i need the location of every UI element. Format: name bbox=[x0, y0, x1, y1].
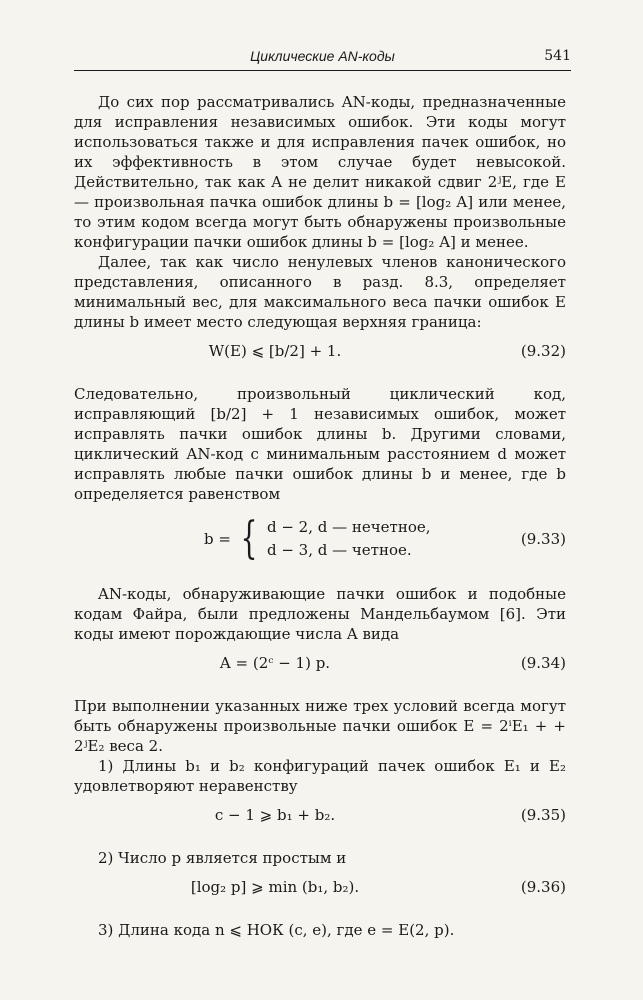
equation-9-36-number: (9.36) bbox=[520, 878, 566, 896]
equation-9-35 bbox=[74, 796, 566, 834]
equation-9-35-formula: c − 1 ⩾ b₁ + b₂. bbox=[214, 806, 336, 824]
running-title: Циклические AN-коды bbox=[250, 48, 395, 64]
equation-9-36-formula: [log₂ p] ⩾ min (b₁, b₂). bbox=[190, 878, 360, 896]
equation-9-35-number: (9.35) bbox=[520, 806, 566, 824]
paragraph-3: Следовательно, произвольный циклический код, исправляющий [b/2] + 1 независимых ошибок, может исправлять пачки ошибок длины b. Другими словами, циклический AN-код с минимальным расстоянием d может исправлять любые пачки ошибок длины b и менее, где b определяется равенством bbox=[74, 385, 566, 503]
equation-9-32-number: (9.32) bbox=[520, 342, 566, 360]
paragraph-8: 3) Длина кода n ⩽ НОК (c, e), где e = E(2, p). bbox=[98, 921, 455, 939]
paragraph-7: 2) Число p является простым и bbox=[98, 849, 347, 867]
left-brace-icon: { bbox=[240, 513, 258, 564]
paragraph-2: Далее, так как число ненулевых членов канонического представления, описанного в разд. 8.3, определяет минимальный вес, для максимального веса пачки ошибок E длины b имеет место следующая верхняя граница: bbox=[74, 253, 566, 331]
equation-9-33-lhs: b = bbox=[204, 530, 231, 548]
equation-9-33-cases bbox=[267, 516, 431, 562]
equation-9-33-case-odd: d − 2, d — нечетное, bbox=[266, 518, 431, 536]
equation-9-34 bbox=[74, 644, 566, 682]
paragraph-1: До сих пор рассматривались AN-коды, предназначенные для исправления независимых ошибок. Эти коды могут использоваться также и для исправления пачек ошибок, но их эффективность в этом случае будет невысокой. Действительно, так как A не делит никакой сдвиг 2ʲE, где E — произвольная пачка ошибок длины b = [log₂ A] или менее, то этим кодом всегда могут быть обнаружены произвольные конфигурации пачки ошибок длины b = [log₂ A] и менее. bbox=[74, 93, 566, 251]
equation-9-33 bbox=[74, 512, 566, 568]
equation-9-36 bbox=[74, 868, 566, 906]
paragraph-5: При выполнении указанных ниже трех условий всегда могут быть обнаружены произвольные пачки ошибок E = 2ⁱE₁ + + 2ʲE₂ веса 2. bbox=[74, 697, 566, 755]
equation-9-32-formula: W(E) ⩽ [b/2] + 1. bbox=[208, 342, 342, 360]
equation-9-34-formula: A = (2ᶜ − 1) p. bbox=[219, 654, 331, 672]
paragraph-6: 1) Длины b₁ и b₂ конфигураций пачек ошибок E₁ и E₂ удовлетворяют неравенству bbox=[74, 757, 566, 795]
paragraph-4: AN-коды, обнаруживающие пачки ошибок и подобные кодам Файра, были предложены Мандельбаумом [6]. Эти коды имеют порождающие числа A вида bbox=[74, 585, 566, 643]
equation-9-33-case-even: d − 3, d — четное. bbox=[266, 541, 412, 559]
equation-9-34-number: (9.34) bbox=[520, 654, 566, 672]
page-body bbox=[74, 92, 566, 940]
equation-9-32 bbox=[74, 332, 566, 370]
equation-9-33-number: (9.33) bbox=[520, 530, 566, 548]
running-header bbox=[74, 46, 571, 71]
page-number: 541 bbox=[544, 48, 571, 64]
